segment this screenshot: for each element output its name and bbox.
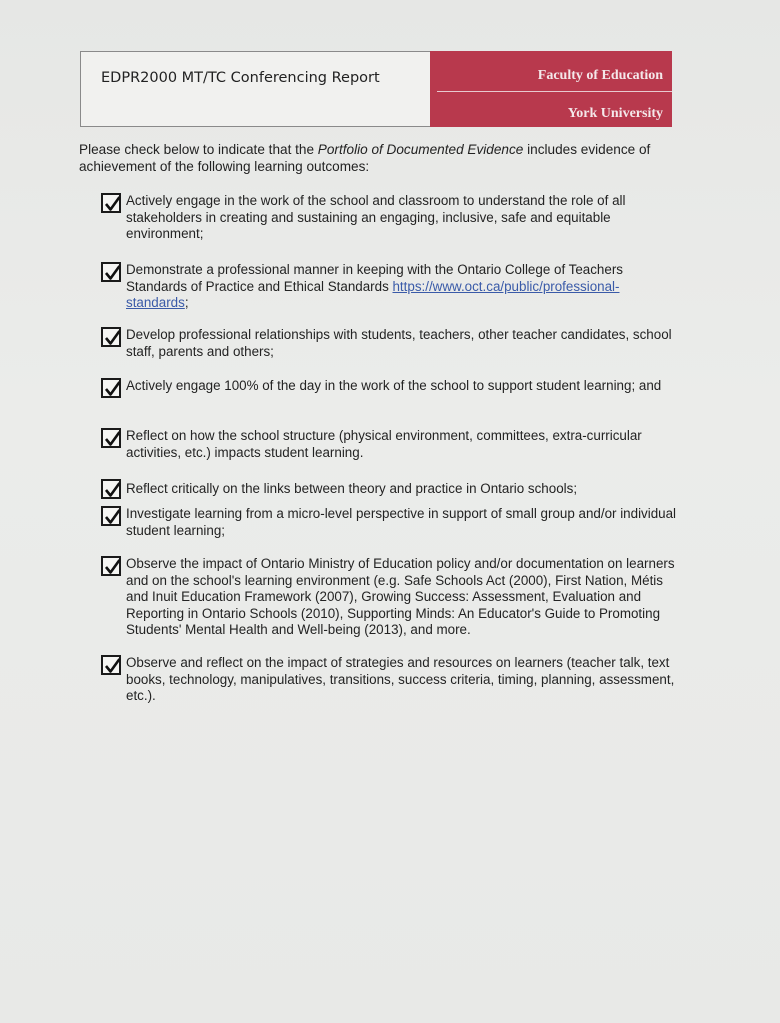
outcome-text-suffix: ; [184,295,189,310]
outcome-checkbox[interactable] [101,262,121,282]
university-banner [430,51,672,127]
checkmark-icon [104,657,121,674]
checkmark-icon [104,329,121,346]
checkmark-icon [104,508,121,525]
outcome-text: Develop professional relationships with students, teachers, other teacher candidates, school staff, parents and others; [126,327,672,359]
intro-text-start: Please check below to indicate that the [79,142,318,157]
checkmark-icon [104,430,121,447]
intro-italic-title: Portfolio of Documented Evidence [317,142,524,157]
outcome-checkbox[interactable] [101,655,121,675]
outcome-checkbox[interactable] [101,506,121,526]
outcome-text: Reflect on how the school structure (physical environment, committees, extra-curricular activities, etc.) impacts student learning. [126,428,642,460]
outcome-text-body: Demonstrate a professional manner in keeping with the Ontario College of Teachers Standards of Practice and Ethical Standards [126,262,623,294]
outcome-text: Investigate learning from a micro-level perspective in support of small group and/or individual student learning; [126,506,677,538]
outcome-checkbox[interactable] [101,327,121,347]
report-header [80,51,671,127]
outcome-text: Actively engage in the work of the school and classroom to understand the role of all stakeholders in creating and sustaining an engaging, inclusive, safe and equitable environment; [126,193,626,241]
outcome-text: Reflect critically on the links between theory and practice in Ontario schools; [126,481,578,496]
outcome-checkbox[interactable] [101,428,121,448]
outcome-text: Observe the impact of Ontario Ministry of Education policy and/or documentation on learners and on the school's learning environment (e.g. Safe Schools Act (2000), First Nation, Métis and Inuit Education Framework (2007), Growing Success: Assessment, Evaluation and Reporting in Ontario Schools (2010), Supporting Minds: An Educator's Guide to Promoting Students' Mental Health and Well-being (2013), and more. [126,556,675,637]
checkmark-icon [104,558,121,575]
university-name: York University [567,106,663,121]
checkmark-icon [104,264,121,281]
checkmark-icon [104,195,121,212]
checkmark-icon [104,481,121,498]
course-title: EDPR2000 MT/TC Conferencing Report [101,70,380,86]
faculty-name: Faculty of Education [537,68,663,83]
outcome-text [126,262,681,312]
banner-divider [437,91,672,92]
outcome-text: Observe and reflect on the impact of strategies and resources on learners (teacher talk, text books, technology, manipulatives, transitions, success criteria, timing, planning, assessment, etc.). [126,655,675,703]
outcome-checkbox[interactable] [101,556,121,576]
outcome-checkbox[interactable] [101,193,121,213]
checkmark-icon [104,380,121,397]
outcome-checkbox[interactable] [101,479,121,499]
outcome-text: Actively engage 100% of the day in the work of the school to support student learning; and [126,378,662,393]
intro-text-end: includes evidence of achievement of the following learning outcomes: [79,142,651,174]
intro-paragraph [79,141,679,175]
oct-standards-link[interactable]: https://www.oct.ca/public/professional-standards [126,278,620,310]
header-title-cell [81,52,430,126]
outcome-checkbox[interactable] [101,378,121,398]
